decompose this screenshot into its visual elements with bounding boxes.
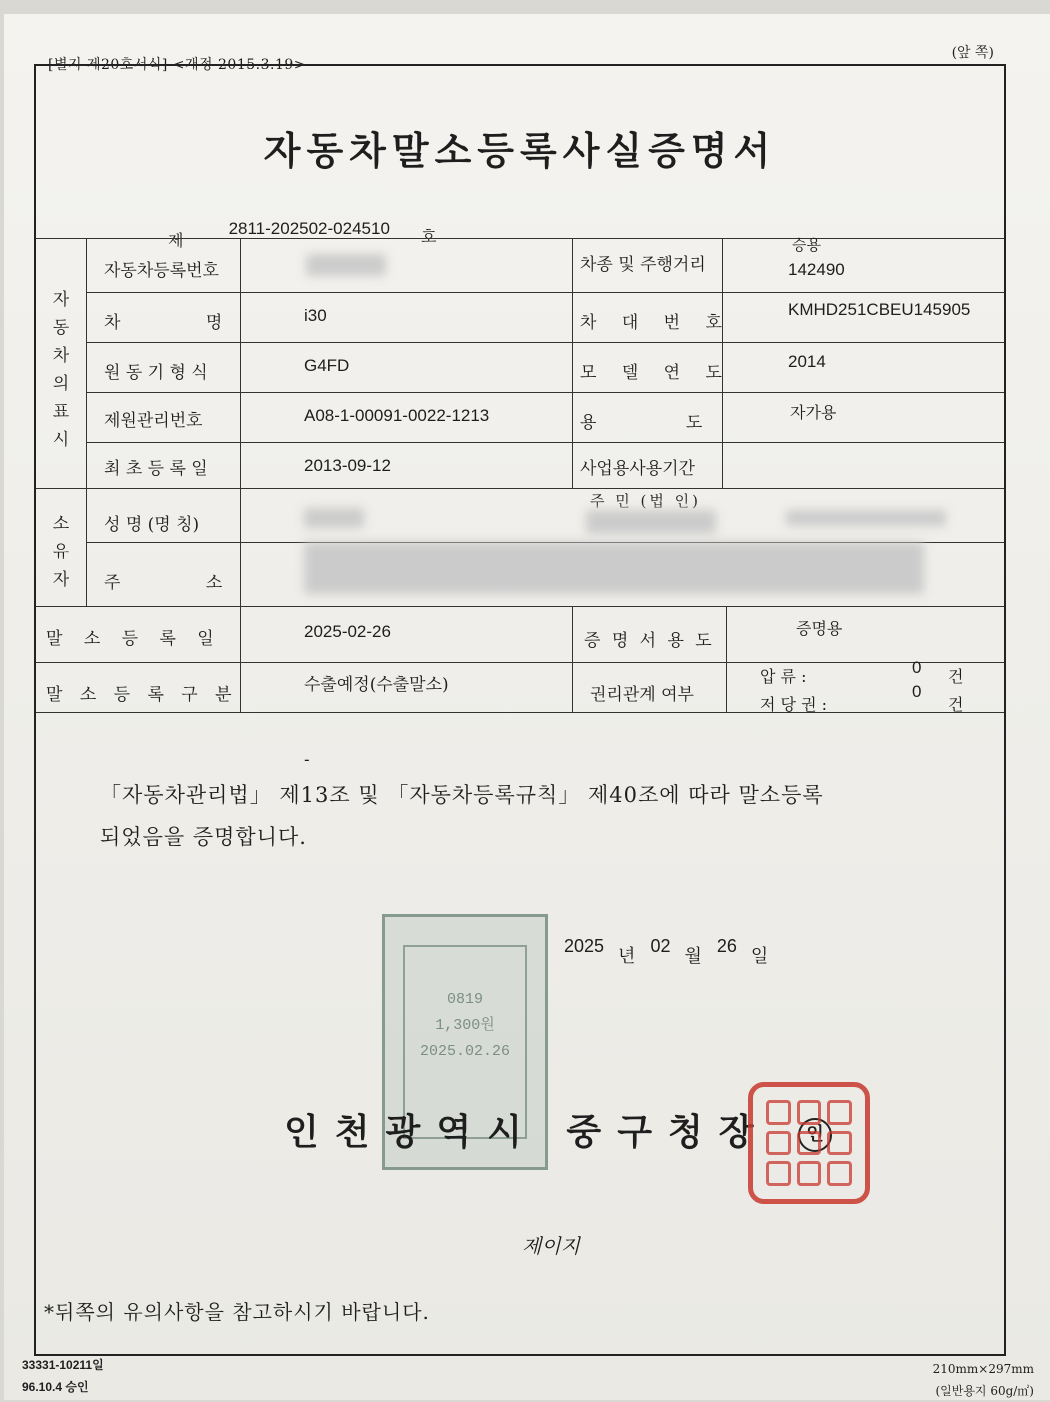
section-owner-label: 소 유 자 <box>52 514 70 590</box>
value-first-reg: 2013-09-12 <box>304 456 391 475</box>
redacted-reg-no <box>306 254 386 276</box>
table-bottom-line <box>36 712 1004 713</box>
issue-date: 2025 년 02 월 26 일 <box>564 936 769 967</box>
value-model: i30 <box>304 306 327 325</box>
seizure-count: 0 <box>912 658 922 677</box>
page-side: (앞 쪽) <box>951 45 994 61</box>
label-engine: 원 동 기 형 식 <box>104 363 208 383</box>
footer-code: 33331-10211일 <box>22 1358 104 1372</box>
cert-suffix: 호 <box>421 227 437 246</box>
label-owner-name: 성 명 (명 칭) <box>104 515 200 535</box>
footnote: *뒤쪽의 유의사항을 참고하시기 바랍니다. <box>44 1300 430 1324</box>
section-vehicle-label: 자 동 차 의 표 시 <box>52 290 70 450</box>
value-cert-purpose: 증명용 <box>796 619 843 638</box>
issuer-name: 인천광역시 중구청장 인 <box>284 1104 832 1155</box>
col-line <box>726 606 727 712</box>
seizure-label: 압 류 : <box>760 667 807 686</box>
dash-mark: - <box>304 750 310 769</box>
value-vehicle-class: 승용 <box>792 236 821 254</box>
value-model-year: 2014 <box>788 352 826 371</box>
section-line <box>36 606 1004 607</box>
label-spec-no: 제원관리번호 <box>104 411 203 431</box>
value-vin: KMHD251CBEU145905 <box>788 300 971 319</box>
label-first-reg: 최 초 등 록 일 <box>104 459 208 479</box>
mortgage-unit: 건 <box>948 695 964 714</box>
section-line <box>36 488 1004 489</box>
value-spec-no: A08-1-00091-0022-1213 <box>304 406 490 425</box>
redacted-address <box>304 542 924 594</box>
mortgage-label: 저 당 권 : <box>760 695 828 714</box>
row-line <box>86 292 1004 293</box>
label-type-mileage: 차종 및 주행거리 <box>580 255 706 275</box>
issue-month: 02 <box>650 936 671 956</box>
handwritten-note: 제이지 <box>522 1234 580 1258</box>
label-biz-period: 사업용사용기간 <box>580 459 695 479</box>
row-line <box>86 442 1004 443</box>
redacted-owner-id-b <box>786 510 946 526</box>
footer-approval: 96.10.4 승인 <box>22 1380 89 1394</box>
footer-size: 210mm×297mm <box>932 1362 1034 1376</box>
col-line <box>240 238 241 712</box>
footer-paper: (일반용지 60g/㎡) <box>935 1384 1034 1398</box>
label-owner-id: 주 민 (법 인) <box>590 492 701 510</box>
label-model-year: 모 델 연 도 <box>580 363 728 383</box>
row-line <box>86 392 1004 393</box>
certificate-paper <box>4 14 1050 1400</box>
redacted-owner-name <box>304 508 364 528</box>
issue-year: 2025 <box>564 936 605 956</box>
statement-line-2: 되었음을 증명합니다. <box>100 825 307 849</box>
form-reference: [별지 제20호서식] <개정 2015.3.19> <box>48 57 306 73</box>
redacted-owner-id-a <box>586 510 716 534</box>
mortgage-count: 0 <box>912 682 922 701</box>
label-cert-purpose: 증 명 서 용 도 <box>584 631 715 651</box>
label-reg-no: 자동차등록번호 <box>104 261 219 281</box>
certification-statement <box>100 774 824 858</box>
label-address: 주 소 <box>104 573 223 593</box>
label-dereg-date: 말 소 등 록 일 <box>46 629 222 649</box>
col-line <box>86 238 87 606</box>
value-dereg-type: 수출예정(수출말소) <box>304 675 449 695</box>
seizure-unit: 건 <box>948 667 964 686</box>
value-usage: 자가용 <box>790 403 837 422</box>
official-seal-icon <box>748 1082 870 1204</box>
cert-prefix: 제 <box>168 231 184 250</box>
value-dereg-date: 2025-02-26 <box>304 622 391 641</box>
document-title: 자동차말소등록사실증명서 <box>263 128 777 173</box>
label-model: 차 명 <box>104 313 223 333</box>
value-engine: G4FD <box>304 356 350 375</box>
row-line <box>86 342 1004 343</box>
certificate-number <box>168 216 437 250</box>
label-usage: 용 도 <box>580 413 703 433</box>
cert-number-value: 2811-202502-024510 <box>228 219 390 238</box>
label-dereg-type: 말 소 등 록 구 분 <box>46 685 238 705</box>
label-rights: 권리관계 여부 <box>590 685 694 705</box>
value-mileage: 142490 <box>788 260 845 279</box>
row-line <box>36 662 1004 663</box>
seal-mark-icon: 인 <box>798 1118 832 1152</box>
statement-line-1: 「자동차관리법」 제13조 및 「자동차등록규칙」 제40조에 따라 말소등록 <box>100 783 824 807</box>
footer-right <box>933 1358 1034 1402</box>
label-vin: 차 대 번 호 <box>580 313 728 333</box>
issue-day: 26 <box>716 936 737 956</box>
revenue-stamp-text: 0819 1,300원 2025.02.26 <box>419 991 510 1060</box>
table-top-line <box>36 238 1004 239</box>
footer-left <box>22 1354 104 1398</box>
col-line <box>572 606 573 712</box>
col-line <box>572 238 573 488</box>
